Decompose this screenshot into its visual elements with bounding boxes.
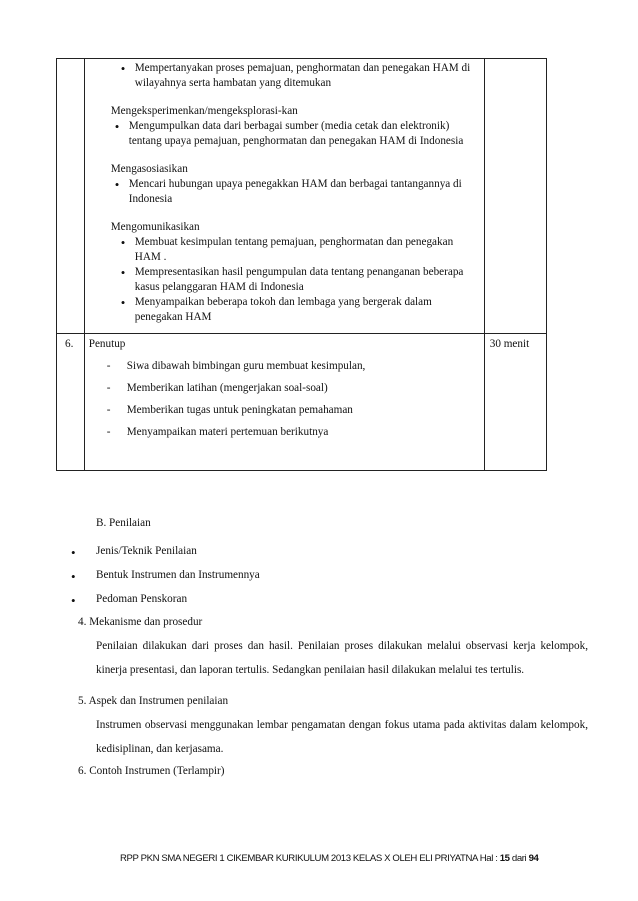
number-cell: 6.	[57, 334, 85, 471]
group-list	[85, 177, 480, 207]
group-heading: Mengeksperimenkan/mengeksplorasi-kan	[110, 105, 298, 117]
bullet-text: Pedoman Penskoran	[96, 593, 188, 605]
list-item: - Siwa dibawah bimbingan guru membuat kesimpulan,	[85, 359, 484, 374]
activity-group	[85, 162, 480, 207]
list-item: - Menyampaikan materi pertemuan berikutnya	[85, 425, 484, 440]
bullet-text: Jenis/Teknik Penilaian	[96, 545, 197, 557]
paragraph: Penilaian dilakukan dari proses dan hasil. Penilaian proses dilakukan melalui observasi kerja kelompok, kinerja presentasi, dan laporan tertulis. Sedangkan penilaian hasil dilakukan melalui tes tertulis.	[96, 640, 588, 676]
group-heading: Mengomunikasikan	[110, 221, 200, 233]
paragraph: Instrumen observasi menggunakan lembar pengamatan dengan fokus utama pada aktivitas dalam kelompok, kedisiplinan, dan kerjasama.	[96, 719, 588, 755]
list-item: - Memberikan latihan (mengerjakan soal-soal)	[85, 381, 484, 396]
footer-of: dari	[511, 853, 527, 864]
page-footer	[120, 853, 538, 864]
numbered-item: 6. Contoh Instrumen (Terlampir)	[78, 765, 225, 777]
list-item: • Membuat kesimpulan tentang pemajuan, penghormatan dan penegakan HAM .	[85, 235, 480, 265]
time-cell	[484, 59, 546, 334]
group-heading: Mengasosiasikan	[110, 163, 188, 175]
activity-cell	[84, 59, 484, 334]
activity-group	[85, 104, 480, 149]
numbered-item: 4. Mekanisme dan prosedur	[78, 616, 203, 628]
table-row	[57, 334, 547, 471]
group-list	[85, 235, 480, 325]
list-item: • Menyampaikan beberapa tokoh dan lembaga yang bergerak dalam penegakan HAM	[85, 295, 480, 325]
list-item: • Mencari hubungan upaya penegakkan HAM dan berbagai tantangannya di Indonesia	[85, 177, 480, 207]
page-total: 94	[528, 853, 539, 864]
list-item: • Mempresentasikan hasil pengumpulan data tentang penanganan beberapa kasus pelanggaran HAM di Indonesia	[85, 265, 480, 295]
bullet-text: Bentuk Instrumen dan Instrumennya	[96, 569, 260, 581]
page-number: 15	[499, 853, 510, 864]
closing-list	[85, 359, 484, 440]
table-row	[57, 59, 547, 334]
footer-text: RPP PKN SMA NEGERI 1 CIKEMBAR KURIKULUM 2013 KELAS X OLEH ELI PRIYATNA Hal :	[120, 853, 498, 864]
lesson-activity-table	[56, 58, 547, 471]
number-cell	[57, 59, 85, 334]
continuation-list	[85, 61, 480, 91]
time-cell: 30 menit	[484, 334, 546, 471]
numbered-item: 5. Aspek dan Instrumen penilaian	[78, 695, 229, 707]
list-item: • Mempertanyakan proses pemajuan, penghormatan dan penegakan HAM di wilayahnya serta hambatan yang ditemukan	[85, 61, 480, 91]
group-list	[85, 119, 480, 149]
section-heading: B. Penilaian	[96, 517, 151, 529]
list-item: • Mengumpulkan data dari berbagai sumber (media cetak dan elektronik) tentang upaya pemajuan, penghormatan dan penegakan HAM di Indonesia	[85, 119, 480, 149]
list-item: - Memberikan tugas untuk peningkatan pemahaman	[85, 403, 484, 418]
activity-cell	[84, 334, 484, 471]
activity-group	[85, 220, 480, 325]
closing-title: Penutup	[88, 338, 126, 350]
